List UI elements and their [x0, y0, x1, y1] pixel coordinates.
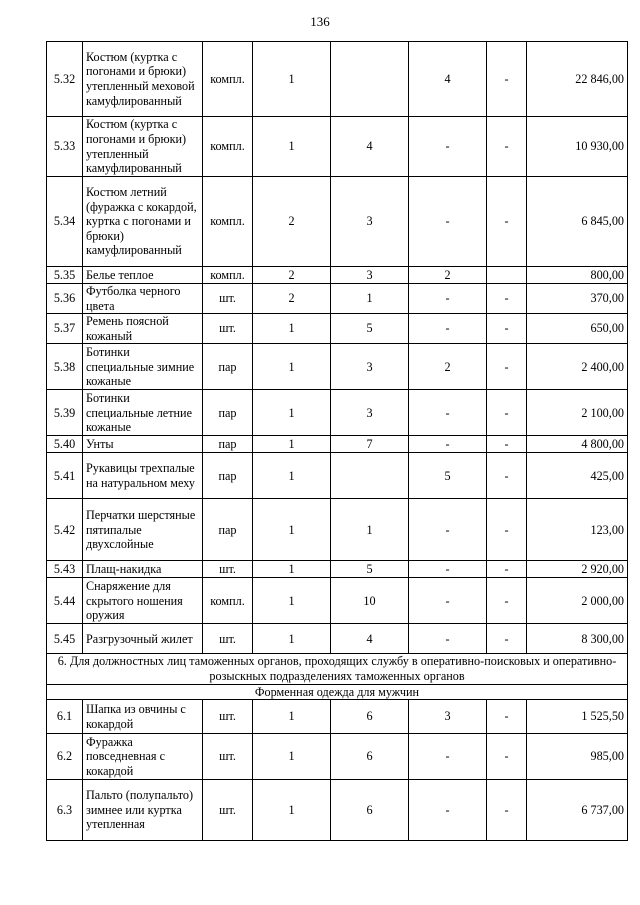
item-price: 425,00: [527, 453, 628, 499]
item-number: 5.39: [47, 390, 83, 436]
item-number: 6.2: [47, 734, 83, 780]
item-number: 5.40: [47, 436, 83, 453]
item-number: 5.44: [47, 578, 83, 624]
item-quantity: 1: [253, 436, 331, 453]
item-extra-column-2: -: [487, 453, 527, 499]
item-extra-column-2: -: [487, 117, 527, 177]
item-unit: компл.: [203, 177, 253, 267]
item-quantity: 1: [253, 700, 331, 734]
item-quantity: 1: [253, 390, 331, 436]
table-row: [47, 314, 628, 344]
item-name: Перчатки шерстяные пятипалые двухслойные: [83, 499, 203, 561]
item-quantity: 2: [253, 177, 331, 267]
item-extra-column: -: [409, 314, 487, 344]
item-extra-column: 3: [409, 700, 487, 734]
item-unit: компл.: [203, 42, 253, 117]
item-extra-column-2: -: [487, 314, 527, 344]
item-wear-period: 1: [331, 284, 409, 314]
item-extra-column-2: -: [487, 284, 527, 314]
item-extra-column-2: -: [487, 700, 527, 734]
table-row: [47, 499, 628, 561]
item-extra-column-2: [487, 267, 527, 284]
item-quantity: 1: [253, 734, 331, 780]
item-wear-period: 5: [331, 561, 409, 578]
item-unit: пар: [203, 436, 253, 453]
item-name: Костюм летний (фуражка с кокардой, куртка с погонами и брюки) камуфлированный: [83, 177, 203, 267]
item-price: 8 300,00: [527, 624, 628, 654]
item-extra-column-2: -: [487, 780, 527, 841]
item-extra-column-2: -: [487, 177, 527, 267]
item-name: Белье теплое: [83, 267, 203, 284]
item-price: 10 930,00: [527, 117, 628, 177]
item-name: Костюм (куртка с погонами и брюки) утепленный меховой камуфлированный: [83, 42, 203, 117]
item-extra-column: -: [409, 117, 487, 177]
item-wear-period: 7: [331, 436, 409, 453]
item-quantity: 1: [253, 344, 331, 390]
item-quantity: 1: [253, 578, 331, 624]
item-wear-period: [331, 453, 409, 499]
item-price: 22 846,00: [527, 42, 628, 117]
item-wear-period: 5: [331, 314, 409, 344]
section-row: [47, 654, 628, 684]
item-extra-column: -: [409, 499, 487, 561]
item-extra-column: -: [409, 436, 487, 453]
table-row: [47, 267, 628, 284]
table-row: [47, 453, 628, 499]
item-name: Ремень поясной кожаный: [83, 314, 203, 344]
item-price: 800,00: [527, 267, 628, 284]
item-name: Снаряжение для скрытого ношения оружия: [83, 578, 203, 624]
item-quantity: 1: [253, 42, 331, 117]
item-price: 650,00: [527, 314, 628, 344]
item-quantity: 1: [253, 499, 331, 561]
item-wear-period: 1: [331, 499, 409, 561]
item-price: 4 800,00: [527, 436, 628, 453]
item-price: 2 100,00: [527, 390, 628, 436]
item-extra-column: -: [409, 578, 487, 624]
item-name: Рукавицы трехпалые на натуральном меху: [83, 453, 203, 499]
item-number: 5.45: [47, 624, 83, 654]
item-unit: пар: [203, 344, 253, 390]
item-unit: шт.: [203, 734, 253, 780]
item-extra-column-2: -: [487, 499, 527, 561]
item-unit: пар: [203, 499, 253, 561]
table-row: [47, 390, 628, 436]
item-wear-period: 6: [331, 780, 409, 841]
item-extra-column-2: -: [487, 42, 527, 117]
item-price: 1 525,50: [527, 700, 628, 734]
item-number: 5.43: [47, 561, 83, 578]
item-number: 5.33: [47, 117, 83, 177]
item-name: Костюм (куртка с погонами и брюки) утепленный камуфлированный: [83, 117, 203, 177]
item-extra-column-2: -: [487, 390, 527, 436]
item-name: Пальто (полупальто) зимнее или куртка утепленная: [83, 780, 203, 841]
item-extra-column: -: [409, 780, 487, 841]
item-number: 5.37: [47, 314, 83, 344]
page-number: 136: [310, 14, 330, 29]
item-wear-period: 6: [331, 734, 409, 780]
item-price: 985,00: [527, 734, 628, 780]
item-name: Ботинки специальные летние кожаные: [83, 390, 203, 436]
item-quantity: 2: [253, 284, 331, 314]
item-price: 2 920,00: [527, 561, 628, 578]
table-row: [47, 284, 628, 314]
item-name: Плащ-накидка: [83, 561, 203, 578]
subsection-row: [47, 684, 628, 700]
item-extra-column-2: -: [487, 734, 527, 780]
table-row: [47, 42, 628, 117]
item-number: 5.38: [47, 344, 83, 390]
item-price: 2 000,00: [527, 578, 628, 624]
item-extra-column: 4: [409, 42, 487, 117]
item-unit: компл.: [203, 578, 253, 624]
item-unit: шт.: [203, 314, 253, 344]
item-unit: компл.: [203, 267, 253, 284]
table-row: [47, 578, 628, 624]
item-number: 6.1: [47, 700, 83, 734]
table-row: [47, 624, 628, 654]
item-quantity: 1: [253, 561, 331, 578]
item-extra-column-2: -: [487, 436, 527, 453]
table-row: [47, 117, 628, 177]
table-row: [47, 700, 628, 734]
item-name: Шапка из овчины с кокардой: [83, 700, 203, 734]
item-number: 5.32: [47, 42, 83, 117]
item-extra-column: -: [409, 390, 487, 436]
item-number: 5.36: [47, 284, 83, 314]
subsection-title: Форменная одежда для мужчин: [47, 684, 628, 700]
item-extra-column-2: -: [487, 624, 527, 654]
item-extra-column-2: -: [487, 561, 527, 578]
item-wear-period: 3: [331, 267, 409, 284]
item-name: Разгрузочный жилет: [83, 624, 203, 654]
item-unit: шт.: [203, 700, 253, 734]
item-wear-period: 3: [331, 177, 409, 267]
table-row: [47, 177, 628, 267]
item-unit: шт.: [203, 624, 253, 654]
item-price: 6 737,00: [527, 780, 628, 841]
item-wear-period: 4: [331, 117, 409, 177]
table-row: [47, 344, 628, 390]
item-quantity: 1: [253, 780, 331, 841]
item-wear-period: 6: [331, 700, 409, 734]
item-quantity: 1: [253, 624, 331, 654]
item-price: 123,00: [527, 499, 628, 561]
item-quantity: 1: [253, 453, 331, 499]
item-number: 5.35: [47, 267, 83, 284]
item-extra-column: 5: [409, 453, 487, 499]
item-number: 5.42: [47, 499, 83, 561]
item-number: 5.41: [47, 453, 83, 499]
item-unit: шт.: [203, 284, 253, 314]
table-row: [47, 780, 628, 841]
item-wear-period: 4: [331, 624, 409, 654]
item-price: 2 400,00: [527, 344, 628, 390]
item-extra-column: -: [409, 624, 487, 654]
item-name: Футболка черного цвета: [83, 284, 203, 314]
item-unit: шт.: [203, 780, 253, 841]
item-name: Унты: [83, 436, 203, 453]
item-unit: пар: [203, 453, 253, 499]
item-price: 370,00: [527, 284, 628, 314]
item-name: Ботинки специальные зимние кожаные: [83, 344, 203, 390]
table-row: [47, 734, 628, 780]
item-extra-column: -: [409, 734, 487, 780]
item-unit: компл.: [203, 117, 253, 177]
item-extra-column: -: [409, 561, 487, 578]
item-extra-column: 2: [409, 267, 487, 284]
table-row: [47, 561, 628, 578]
item-wear-period: 3: [331, 390, 409, 436]
item-wear-period: 10: [331, 578, 409, 624]
uniform-table: [46, 41, 628, 841]
item-quantity: 2: [253, 267, 331, 284]
item-name: Фуражка повседневная с кокардой: [83, 734, 203, 780]
item-price: 6 845,00: [527, 177, 628, 267]
item-unit: шт.: [203, 561, 253, 578]
item-number: 5.34: [47, 177, 83, 267]
item-extra-column: -: [409, 284, 487, 314]
table-row: [47, 436, 628, 453]
item-extra-column: -: [409, 177, 487, 267]
item-quantity: 1: [253, 117, 331, 177]
item-wear-period: 3: [331, 344, 409, 390]
item-quantity: 1: [253, 314, 331, 344]
item-extra-column: 2: [409, 344, 487, 390]
item-number: 6.3: [47, 780, 83, 841]
item-extra-column-2: -: [487, 578, 527, 624]
item-extra-column-2: -: [487, 344, 527, 390]
item-unit: пар: [203, 390, 253, 436]
section-title: 6. Для должностных лиц таможенных органов, проходящих службу в оперативно-поисковых и оперативно-розыскных подразделениях таможенных органов: [47, 654, 628, 684]
item-wear-period: [331, 42, 409, 117]
